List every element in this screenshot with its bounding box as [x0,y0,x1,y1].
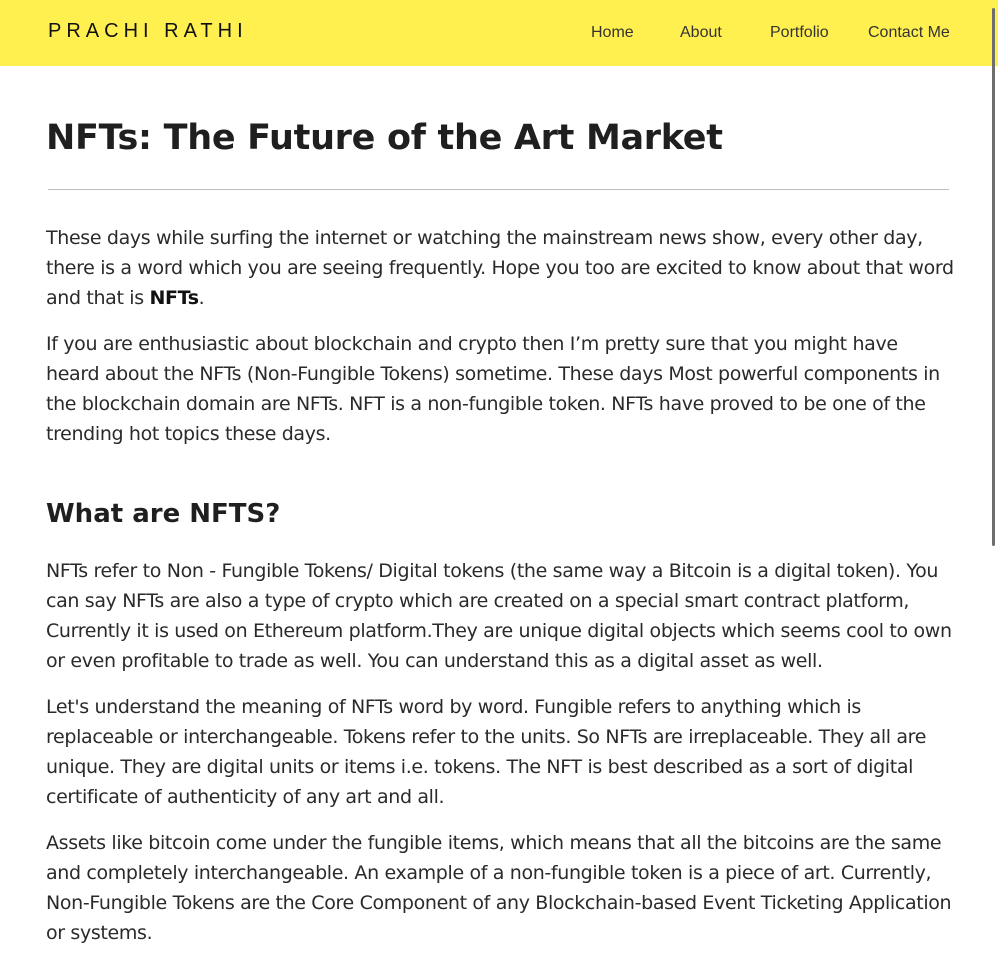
nav-link-portfolio[interactable]: Portfolio [770,24,829,41]
intro-paragraph-1-text: These days while surfing the internet or watching the mainstream news show, every other day, there is a word which you are seeing frequently. Hope you too are excited to know about that word and that is [46,227,954,309]
intro-paragraph-2: If you are enthusiastic about blockchain and crypto then I’m pretty sure that you might have heard about the NFTs (Non-Fungible Tokens) sometime. These days Most powerful components in the blockchain domain are NFTs. NFT is a non-fungible token. NFTs have proved to be one of the trending hot topics these days. [46,333,940,445]
intro-paragraph-1-bold: NFTs [149,287,199,309]
nav-link-home[interactable]: Home [591,24,634,41]
nav-link-contact[interactable]: Contact Me [868,24,950,41]
article-title: NFTs: The Future of the Art Market [46,118,723,158]
section-paragraph-2: Let's understand the meaning of NFTs word by word. Fungible refers to anything which is replaceable or interchangeable. Tokens refer to the units. So NFTs are irreplaceable. They all are unique. They are digital units or items i.e. tokens. The NFT is best described as a sort of digital certificate of authenticity of any art and all. [46,696,927,808]
intro-paragraph-1 [46,223,954,313]
title-divider [48,189,949,190]
top-navbar [0,0,998,66]
article-content [46,112,954,948]
nav-link-about[interactable]: About [680,24,722,41]
intro-paragraph-1-end: . [198,287,205,309]
section-paragraph-1: NFTs refer to Non - Fungible Tokens/ Digital tokens (the same way a Bitcoin is a digital token). You can say NFTs are also a type of crypto which are created on a special smart contract platform, Currently it is used on Ethereum platform.They are unique digital objects which seems cool to own or even profitable to trade as well. You can understand this as a digital asset as well. [46,560,952,672]
page-scrollbar[interactable] [992,8,995,546]
section-paragraph-3: Assets like bitcoin come under the fungible items, which means that all the bitcoins are the same and completely interchangeable. An example of a non-fungible token is a piece of art. Currently, Non-Fungible Tokens are the Core Component of any Blockchain-based Event Ticketing Application or systems. [46,832,952,944]
site-brand[interactable]: PRACHI RATHI [48,20,248,42]
section-heading: What are NFTS? [46,499,281,529]
